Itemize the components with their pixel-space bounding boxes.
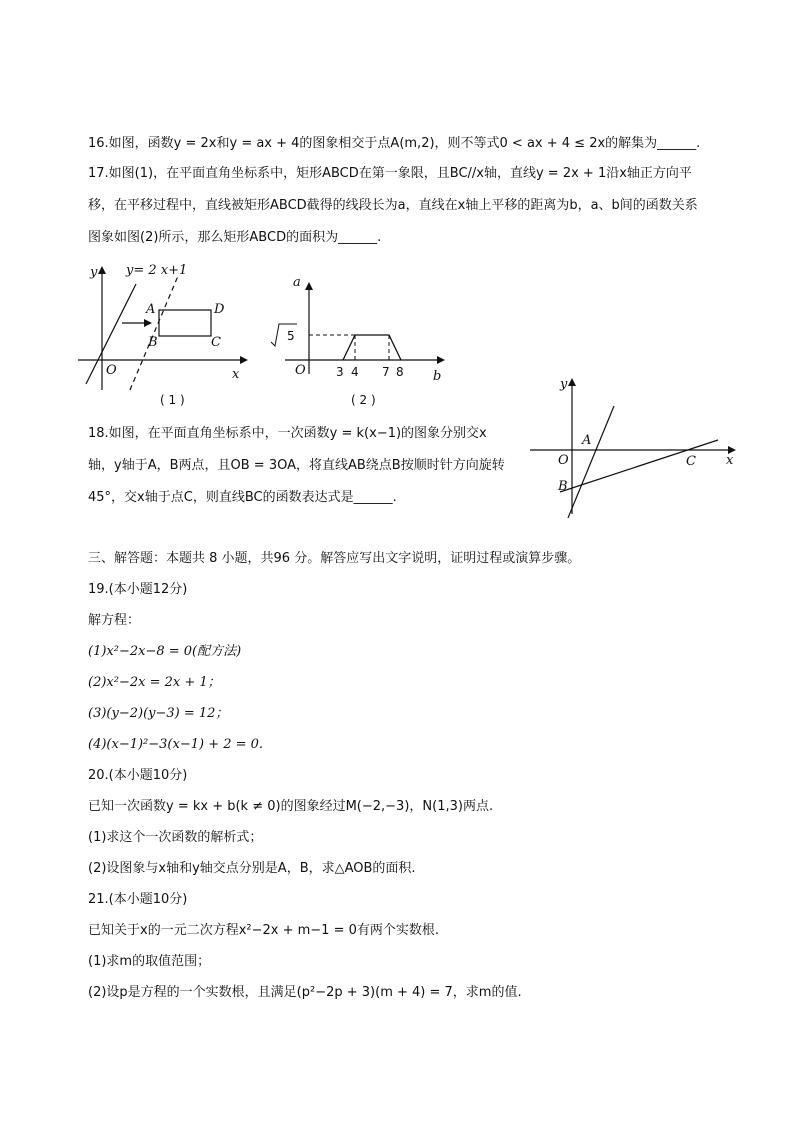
fig1-origin: O [106, 363, 117, 378]
q17-line2: 移，在平移过程中，直线被矩形ABCD截得的线段长为a，直线在x轴上平移的距离为b，a、b间的函数关系 [88, 198, 698, 213]
fig1-rectangle [159, 310, 211, 336]
fig1-label-c: C [211, 335, 221, 350]
fig3-label-a: A [582, 433, 592, 448]
q21-part2: (2)设p是方程的一个实数根，且满足(p²−2p + 3)(m + 4) = 7，求m的值. [88, 985, 522, 1000]
q18-line2: 轴，y轴于A，B两点，且OB = 3OA，将直线AB绕点B按顺时针方向旋转 [88, 458, 505, 473]
fig2-tick-4: 4 [351, 365, 359, 379]
fig2-tick-7: 7 [382, 365, 390, 379]
q19-part4: (4)(x−1)²−3(x−1) + 2 = 0. [88, 737, 264, 752]
fig1-line-dashed [130, 276, 178, 390]
figure-1 [70, 262, 250, 412]
fig3-x-label: x [726, 453, 734, 468]
q21-title: 21.(本小题10分) [88, 892, 188, 907]
fig1-translation-arrowhead [144, 319, 152, 327]
fig1-label-d: D [214, 302, 225, 317]
fig1-label-b: B [148, 335, 158, 350]
fig1-y-label: y [90, 265, 98, 280]
fig1-label-a: A [146, 302, 156, 317]
q19-title: 19.(本小题12分) [88, 582, 188, 597]
q19-instruction: 解方程： [88, 613, 141, 628]
q20-part2: (2)设图象与x轴和y轴交点分别是A，B，求△AOB的面积. [88, 861, 416, 876]
fig2-y-arrow [305, 282, 313, 290]
fig2-tick-8: 8 [396, 365, 404, 379]
fig3-label-b: B [558, 479, 568, 494]
fig2-x-arrow [437, 356, 445, 364]
q20-statement: 已知一次函数y = kx + b(k ≠ 0)的图象经过M(−2,−3)，N(1,3)两点. [88, 799, 494, 814]
fig3-line-ab [568, 406, 614, 518]
fig3-y-arrow [568, 378, 576, 386]
fig2-tick-3: 3 [336, 365, 344, 379]
fig2-origin: O [295, 363, 306, 378]
q18-line3: 45°，交x轴于点C，则直线BC的函数表达式是______. [88, 490, 397, 505]
q17-line3: 图象如图(2)所示，那么矩形ABCD的面积为______. [88, 230, 382, 245]
fig3-origin: O [558, 453, 569, 468]
q21-statement: 已知关于x的一元二次方程x²−2x + m−1 = 0有两个实数根. [88, 923, 440, 938]
q19-part1: (1)x²−2x−8 = 0(配方法) [88, 644, 242, 659]
fig2-x-label: b [433, 369, 442, 384]
fig3-label-c: C [686, 454, 696, 469]
figure-2 [265, 262, 445, 412]
q19-part3: (3)(y−2)(y−3) = 12； [88, 706, 229, 721]
q20-title: 20.(本小题10分) [88, 768, 188, 783]
figure-q18 [528, 374, 748, 524]
fig1-x-arrow [240, 356, 248, 364]
fig2-caption: ( 2 ) [351, 393, 376, 407]
q21-part1: (1)求m的取值范围； [88, 954, 211, 969]
fig2-sqrt-radicand: 5 [287, 329, 295, 343]
fig2-graph [343, 335, 401, 360]
fig3-y-label: y [560, 377, 568, 392]
fig1-y-arrow [98, 266, 106, 274]
fig1-x-label: x [232, 367, 240, 382]
q19-part2: (2)x²−2x = 2x + 1； [88, 675, 221, 690]
q16-line1: 16.如图，函数y = 2x和y = ax + 4的图象相交于点A(m,2)，则不等式0 < ax + 4 ≤ 2x的解集为______. [88, 136, 701, 151]
q20-part1: (1)求这个一次函数的解析式； [88, 830, 263, 845]
fig1-caption: ( 1 ) [160, 393, 185, 407]
fig1-line-label: y= 2 x+1 [126, 263, 188, 278]
q18-line1: 18.如图，在平面直角坐标系中，一次函数y = k(x−1)的图象分别交x [88, 426, 487, 441]
section3-header: 三、解答题：本题共 8 小题，共96 分。解答应写出文字说明，证明过程或演算步骤。 [88, 551, 581, 566]
fig2-y-label: a [293, 275, 301, 290]
q17-line1: 17.如图(1)，在平面直角坐标系中，矩形ABCD在第一象限，且BC//x轴，直线y = 2x + 1沿x轴正方向平 [88, 166, 692, 181]
